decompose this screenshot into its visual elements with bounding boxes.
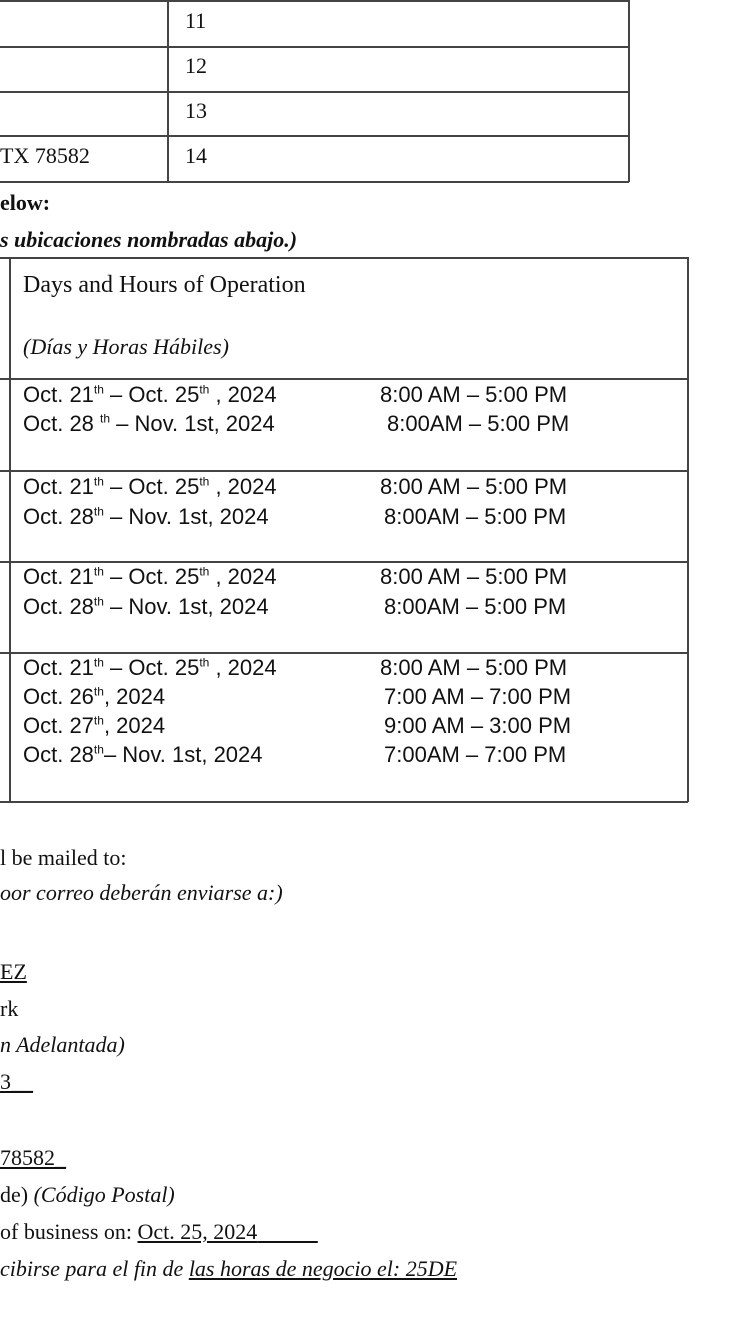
deadline-date: Oct. 25, 2024 [137, 1219, 258, 1244]
locations-heading-spanish: s ubicaciones nombradas abajo.) [0, 227, 298, 252]
hours-range: 8:00AM – 5:00 PM [387, 411, 570, 436]
table-cell-number: 11 [185, 8, 207, 33]
clerk-title: rk [0, 996, 19, 1021]
date-range: Oct. 21th – Oct. 25th , 2024 [23, 474, 277, 499]
clerk-name: EZ [0, 959, 27, 984]
deadline-english: of business on: Oct. 25, 2024 [0, 1219, 258, 1244]
hours-header-english: Days and Hours of Operation [23, 272, 306, 298]
date-range: Oct. 26th, 2024 [23, 684, 166, 709]
mailing-address: 3__ [0, 1069, 33, 1094]
date-range: Oct. 21th – Oct. 25th , 2024 [23, 564, 277, 589]
table-cell-address: TX 78582 [0, 143, 90, 168]
hours-range: 8:00 AM – 5:00 PM [380, 655, 568, 680]
hours-range: 8:00 AM – 5:00 PM [380, 564, 568, 589]
hours-range: 8:00AM – 5:00 PM [384, 504, 567, 529]
hours-range: 7:00 AM – 7:00 PM [384, 684, 572, 709]
date-range: Oct. 28 $^{th}$ – Nov. 1st, 2024 [23, 411, 275, 436]
deadline-spanish: cibirse para el fin de las horas de negocio el: 25DE [0, 1256, 458, 1281]
clerk-title-spanish: n Adelantada) [0, 1032, 125, 1057]
hours-range: 8:00AM – 5:00 PM [384, 594, 567, 619]
date-range: Oct. 27th, 2024 [23, 713, 166, 738]
hours-range: 8:00 AM – 5:00 PM [380, 382, 568, 407]
zip-code: 78582_ [0, 1145, 66, 1170]
zip-label: de) (Código Postal) [0, 1182, 175, 1207]
hours-range: 8:00 AM – 5:00 PM [380, 474, 568, 499]
date-range: Oct. 28th – Nov. 1st, 2024 [23, 594, 269, 619]
locations-heading-english: elow: [0, 190, 51, 215]
date-range: Oct. 28th – Nov. 1st, 2024 [23, 504, 269, 529]
mail-instruction-spanish: oor correo deberán enviarse a:) [0, 880, 283, 905]
table-cell-number: 13 [185, 98, 207, 123]
table-cell-number: 12 [185, 53, 207, 78]
date-range: Oct. 28th– Nov. 1st, 2024 [23, 742, 263, 767]
hours-range: 9:00 AM – 3:00 PM [384, 713, 572, 738]
mail-instruction-english: l be mailed to: [0, 845, 127, 870]
date-range: Oct. 21th – Oct. 25th , 2024 [23, 382, 277, 407]
table-cell-number: 14 [185, 143, 207, 168]
hours-header-spanish: (Días y Horas Hábiles) [23, 334, 229, 359]
date-range: Oct. 21th – Oct. 25th , 2024 [23, 655, 277, 680]
hours-range: 7:00AM – 7:00 PM [384, 742, 567, 767]
